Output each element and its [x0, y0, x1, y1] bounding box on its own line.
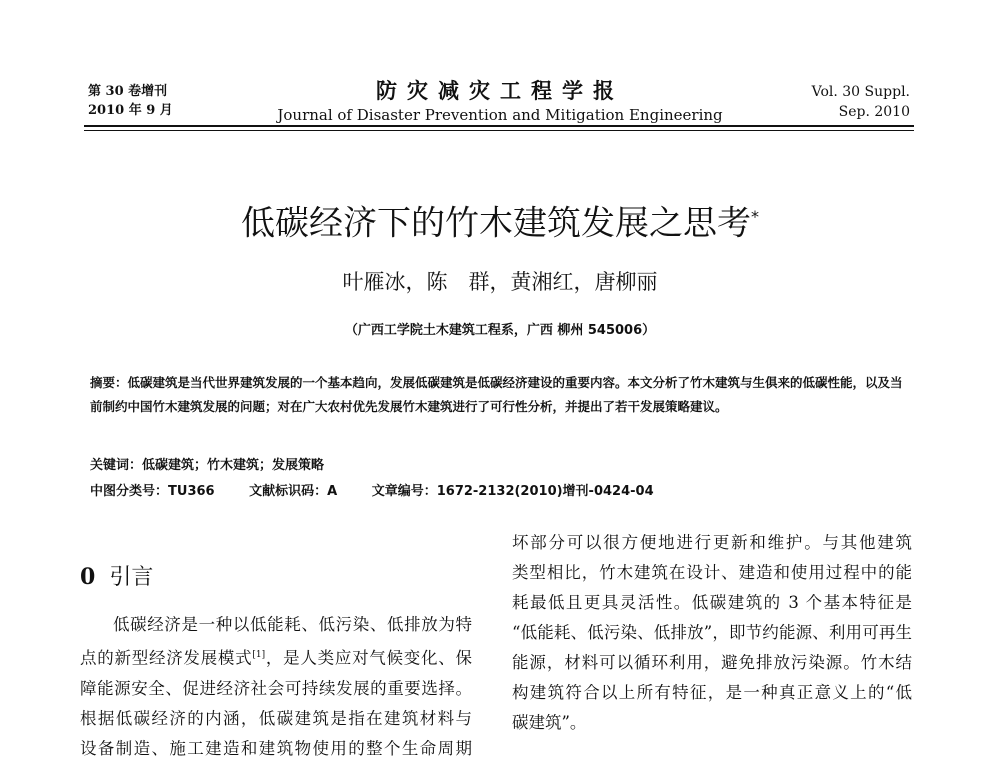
- body-line: 根据低碳经济的内涵，低碳建筑是指在建筑材料与: [80, 708, 472, 728]
- body-line: 构建筑符合以上所有特征，是一种真正意义上的“低: [512, 683, 912, 702]
- body-line: 类型相比，竹木建筑在设计、建造和使用过程中的能: [512, 563, 912, 582]
- body-right-column: [512, 528, 912, 738]
- header-rule-thick: [84, 125, 914, 127]
- volume-cn: 第 30 卷增刊: [88, 84, 168, 99]
- article-title: [0, 195, 1000, 245]
- doc-code-item: [249, 484, 337, 499]
- header-rule-thin: [84, 130, 914, 131]
- body-line: [80, 640, 472, 674]
- clc-value: TU366: [168, 484, 215, 499]
- title-footnote-mark: *: [751, 207, 759, 226]
- abstract: [90, 371, 910, 419]
- body-line: 设备制造、施工建造和建筑物使用的整个生命周期: [80, 738, 472, 758]
- article-title-text: 低碳经济下的竹木建筑发展之思考: [241, 203, 751, 244]
- section-number: 0: [80, 564, 96, 590]
- keywords-label: 关键词：: [90, 458, 143, 473]
- doc-code-label: 文献标识码：: [249, 484, 328, 499]
- body-line: “低能耗、低污染、低排放”，即节约能源、利用可再生: [512, 623, 912, 642]
- section-heading: [80, 562, 153, 593]
- volume-en: Vol. 30 Suppl.: [811, 84, 910, 100]
- body-text: 点的新型经济发展模式: [80, 648, 253, 668]
- body-line: 耗最低且更具灵活性。低碳建筑的 3 个基本特征是: [512, 593, 912, 612]
- journal-title-cn: 防灾减灾工程学报: [376, 78, 624, 103]
- section-title: 引言: [109, 565, 154, 590]
- header-volume-date-en: [812, 82, 910, 122]
- classification-row: [90, 482, 684, 502]
- article-no-value: 1672-2132(2010)增刊-0424-04: [436, 484, 654, 499]
- body-line: 碳建筑”。: [512, 713, 587, 732]
- keywords-value: 低碳建筑；竹木建筑；发展策略: [142, 458, 325, 473]
- body-line: 坏部分可以很方便地进行更新和维护。与其他建筑: [512, 533, 912, 552]
- clc-item: [90, 484, 215, 499]
- abstract-label: 摘要：: [90, 375, 128, 390]
- citation: [1]: [252, 650, 266, 660]
- affiliation: （广西工学院土木建筑工程系，广西 柳州 545006）: [344, 323, 656, 338]
- doc-code-value: A: [327, 484, 338, 499]
- date-en: Sep. 2010: [838, 104, 910, 120]
- body-left-column: [80, 610, 472, 764]
- article-no-item: [372, 484, 654, 499]
- article-no-label: 文章编号：: [371, 484, 437, 499]
- body-line: 低碳经济是一种以低能耗、低污染、低排放为特: [113, 615, 472, 634]
- date-cn: 2010 年 9 月: [88, 103, 173, 118]
- journal-title-en: Journal of Disaster Prevention and Mitigation Engineering: [277, 106, 723, 124]
- body-line: 能源，材料可以循环利用，避免排放污染源。竹木结: [512, 653, 912, 672]
- body-text: ，是人类应对气候变化、保: [265, 648, 473, 668]
- keywords-row: [90, 456, 324, 476]
- clc-label: 中图分类号：: [90, 484, 169, 499]
- body-line: 障能源安全、促进经济社会可持续发展的重要选择。: [80, 678, 472, 698]
- authors: 叶雁冰，陈 群，黄湘红，唐柳丽: [342, 270, 658, 294]
- abstract-text: 低碳建筑是当代世界建筑发展的一个基本趋向，发展低碳建筑是低碳经济建设的重要内容。本文分析了竹木建筑与生俱来的低碳性能，以及当前制约中国竹木建筑发展的问题；对在广大农村优先发展竹木建筑进行了可行性分析，并提出了若干发展策略建议。: [90, 375, 903, 414]
